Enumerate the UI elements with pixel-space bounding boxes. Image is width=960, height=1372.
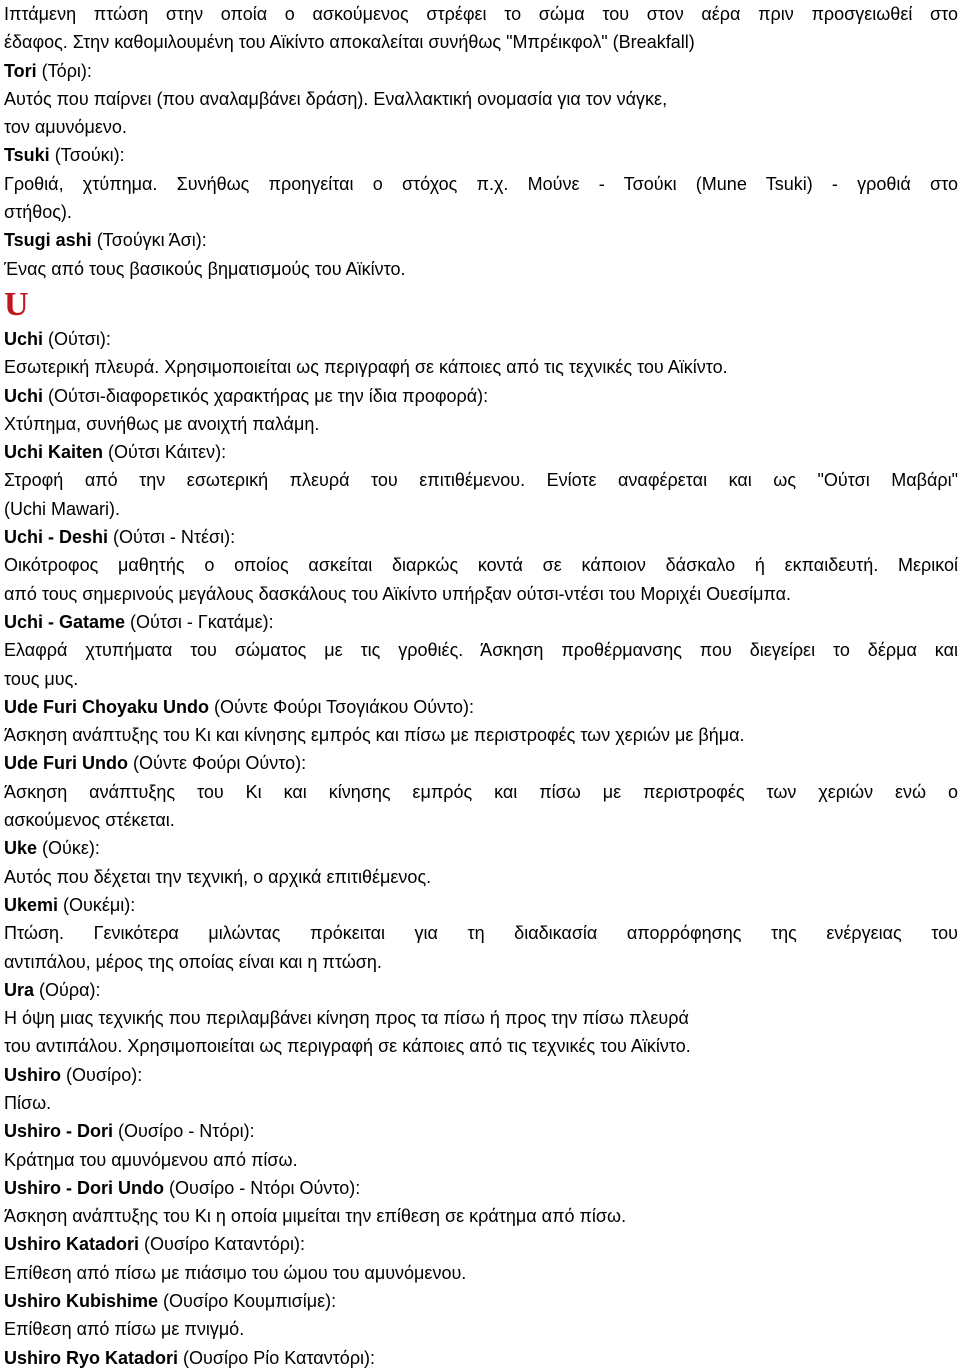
glossary-entry xyxy=(4,1230,958,1287)
glossary-entry xyxy=(4,834,958,891)
definition-line: Επίθεση από πίσω με πιάσιμο του ώμου του αμυνόμενου. xyxy=(4,1262,467,1283)
glossary-entry xyxy=(4,891,958,976)
term-greek: (Ουσίρο Ρίο Καταντόρι): xyxy=(178,1347,376,1368)
glossary-entry xyxy=(4,1287,958,1344)
definition-line: Αυτός που παίρνει (που αναλαμβάνει δράση). Εναλλακτική ονομασία για τον νάγκε, xyxy=(4,88,668,109)
term-greek: (Ουσίρο - Ντόρι): xyxy=(113,1121,255,1142)
term-romaji: Ushiro Ryo Katadori xyxy=(4,1347,179,1368)
term-romaji: Uchi xyxy=(4,328,44,349)
definition-line: Άσκηση ανάπτυξης του Κι η οποία μιμείται την επίθεση σε κράτημα από πίσω. xyxy=(4,1206,627,1227)
term-greek: (Ούντε Φούρι Ούντο): xyxy=(128,753,307,774)
term-romaji: Ushiro xyxy=(4,1064,62,1085)
glossary-entry xyxy=(4,226,958,283)
glossary-entry xyxy=(4,325,958,382)
entry-heading xyxy=(4,382,958,410)
definition-line: Πίσω. xyxy=(4,1092,52,1113)
term-romaji: Tsugi ashi xyxy=(4,230,92,251)
entry-heading xyxy=(4,1174,958,1202)
term-romaji: Uchi - Gatame xyxy=(4,611,126,632)
entry-heading xyxy=(4,1117,958,1145)
definition-line: Η όψη μιας τεχνικής που περιλαμβάνει κίνηση προς τα πίσω ή προς την πίσω πλευρά xyxy=(4,1008,689,1029)
definition-line: Γροθιά, χτύπημα. Συνήθως προηγείται ο στόχος π.χ. Μούνε - Τσούκι (Mune Tsuki) - γροθιά στο xyxy=(4,173,958,194)
glossary-entry xyxy=(4,608,958,693)
entry-heading xyxy=(4,891,958,919)
term-greek: (Ουσίρο Κουμπισίμε): xyxy=(158,1291,337,1312)
entry-heading xyxy=(4,976,958,1004)
definition-line: Οικότροφος μαθητής ο οποίος ασκείται διαρκώς κοντά σε κάποιον δάσκαλο ή εκπαιδευτή. Μερικοί xyxy=(4,555,958,576)
definition-line: Επίθεση από πίσω με πνιγμό. xyxy=(4,1319,245,1340)
entry-heading xyxy=(4,57,958,85)
definition-line: Άσκηση ανάπτυξης του Κι και κίνησης εμπρός και πίσω με περιστροφές των χεριών με βήμα. xyxy=(4,725,745,746)
term-romaji: Ude Furi Undo xyxy=(4,753,128,774)
entry-heading xyxy=(4,693,958,721)
term-romaji: Ushiro Kubishime xyxy=(4,1291,159,1312)
glossary-entry xyxy=(4,523,958,608)
entry-heading xyxy=(4,1061,958,1089)
definition-line: από τους σημερινούς μεγάλους δασκάλους του Αϊκίντο υπήρξαν ούτσι-ντέσι του Μοριχέι Ουεσίμπα. xyxy=(4,583,792,604)
term-greek: (Ουσίρο): xyxy=(61,1064,143,1085)
definition-line: τον αμυνόμενο. xyxy=(4,117,127,138)
intro-line: έδαφος. Στην καθομιλουμένη του Αϊκίντο αποκαλείται συνήθως "Μπρέικφολ" (Breakfall) xyxy=(4,32,695,53)
term-romaji: Tori xyxy=(4,60,37,81)
term-romaji: Tsuki xyxy=(4,145,50,166)
term-romaji: Uchi Kaiten xyxy=(4,442,104,463)
definition-line: ασκούμενος στέκεται. xyxy=(4,810,175,831)
term-greek: (Ούτσι-διαφορετικός χαρακτήρας με την ίδια προφορά): xyxy=(43,385,489,406)
entry-heading xyxy=(4,1230,958,1258)
intro-line: Ιπτάμενη πτώση στην οποία ο ασκούμενος στρέφει το σώμα του στον αέρα πριν προσγειωθεί στο xyxy=(4,4,958,24)
term-greek: (Ούκε): xyxy=(37,838,100,859)
definition-line: (Uchi Mawari). xyxy=(4,498,121,519)
term-greek: (Ουσίρο - Ντόρι Ούντο): xyxy=(164,1177,361,1198)
definition-line: Στροφή από την εσωτερική πλευρά του επιτιθέμενου. Ενίοτε αναφέρεται και ως "Ούτσι Μαβάρι" xyxy=(4,470,958,491)
term-romaji: Ukemi xyxy=(4,894,59,915)
term-romaji: Uchi - Deshi xyxy=(4,527,109,548)
glossary-entry xyxy=(4,1174,958,1231)
term-romaji: Uchi xyxy=(4,385,44,406)
term-romaji: Ude Furi Choyaku Undo xyxy=(4,696,210,717)
entry-heading xyxy=(4,1344,958,1372)
definition-line: Πτώση. Γενικότερα μιλώντας πρόκειται για τη διαδικασία απορρόφησης της ενέργειας του xyxy=(4,923,958,944)
entry-heading xyxy=(4,523,958,551)
entry-heading xyxy=(4,141,958,169)
glossary-entry xyxy=(4,976,958,1061)
glossary-page xyxy=(4,0,958,1372)
definition-line: Εσωτερική πλευρά. Χρησιμοποιείται ως περιγραφή σε κάποιες από τις τεχνικές του Αϊκίντο. xyxy=(4,357,728,378)
glossary-entry xyxy=(4,57,958,142)
glossary-entry xyxy=(4,1344,958,1372)
term-greek: (Ούτσι): xyxy=(43,328,111,349)
definition-line: Άσκηση ανάπτυξης του Κι και κίνησης εμπρός και πίσω με περιστροφές των χεριών ενώ ο xyxy=(4,781,958,802)
definition-line: τους μυς. xyxy=(4,668,79,689)
definition-line: Ένας από τους βασικούς βηματισμούς του Αϊκίντο. xyxy=(4,258,406,279)
entry-heading xyxy=(4,325,958,353)
entry-heading xyxy=(4,749,958,777)
definition-line: Κράτημα του αμυνόμενου από πίσω. xyxy=(4,1149,298,1170)
term-greek: (Ουκέμι): xyxy=(58,894,136,915)
entry-heading xyxy=(4,438,958,466)
term-greek: (Ούτσι - Γκατάμε): xyxy=(125,611,274,632)
term-greek: (Ούτσι Κάιτεν): xyxy=(103,442,227,463)
term-romaji: Ushiro - Dori xyxy=(4,1121,114,1142)
glossary-entry xyxy=(4,382,958,439)
entry-heading xyxy=(4,226,958,254)
glossary-entry xyxy=(4,141,958,226)
glossary-entry xyxy=(4,1117,958,1174)
term-greek: (Τσούγκι Άσι): xyxy=(91,230,207,251)
term-romaji: Ushiro - Dori Undo xyxy=(4,1177,164,1198)
glossary-entry xyxy=(4,749,958,834)
glossary-entry xyxy=(4,1061,958,1118)
definition-line: Χτύπημα, συνήθως με ανοιχτή παλάμη. xyxy=(4,413,320,434)
term-romaji: Uke xyxy=(4,838,38,859)
section-letter: U xyxy=(4,285,29,323)
term-greek: (Τόρι): xyxy=(36,60,92,81)
term-greek: (Ούρα): xyxy=(34,979,101,1000)
glossary-entry xyxy=(4,438,958,523)
definition-line: στήθος). xyxy=(4,202,72,223)
entry-heading xyxy=(4,1287,958,1315)
definition-line: Αυτός που δέχεται την τεχνική, ο αρχικά επιτιθέμενος. xyxy=(4,866,432,887)
term-romaji: Ura xyxy=(4,979,35,1000)
entry-heading xyxy=(4,608,958,636)
term-greek: (Ουσίρο Καταντόρι): xyxy=(139,1234,306,1255)
term-greek: (Ούτσι - Ντέσι): xyxy=(108,527,236,548)
entry-heading xyxy=(4,834,958,862)
term-romaji: Ushiro Katadori xyxy=(4,1234,140,1255)
term-greek: (Ούντε Φούρι Τσογιάκου Ούντο): xyxy=(209,696,475,717)
definition-line: του αντιπάλου. Χρησιμοποιείται ως περιγραφή σε κάποιες από τις τεχνικές του Αϊκίντο. xyxy=(4,1036,691,1057)
glossary-entry xyxy=(4,693,958,750)
definition-line: αντιπάλου, μέρος της οποίας είναι και η πτώση. xyxy=(4,951,382,972)
term-greek: (Τσούκι): xyxy=(49,145,125,166)
definition-line: Ελαφρά χτυπήματα του σώματος με τις γροθιές. Άσκηση προθέρμανσης που διεγείρει το δέρμα και xyxy=(4,640,958,661)
